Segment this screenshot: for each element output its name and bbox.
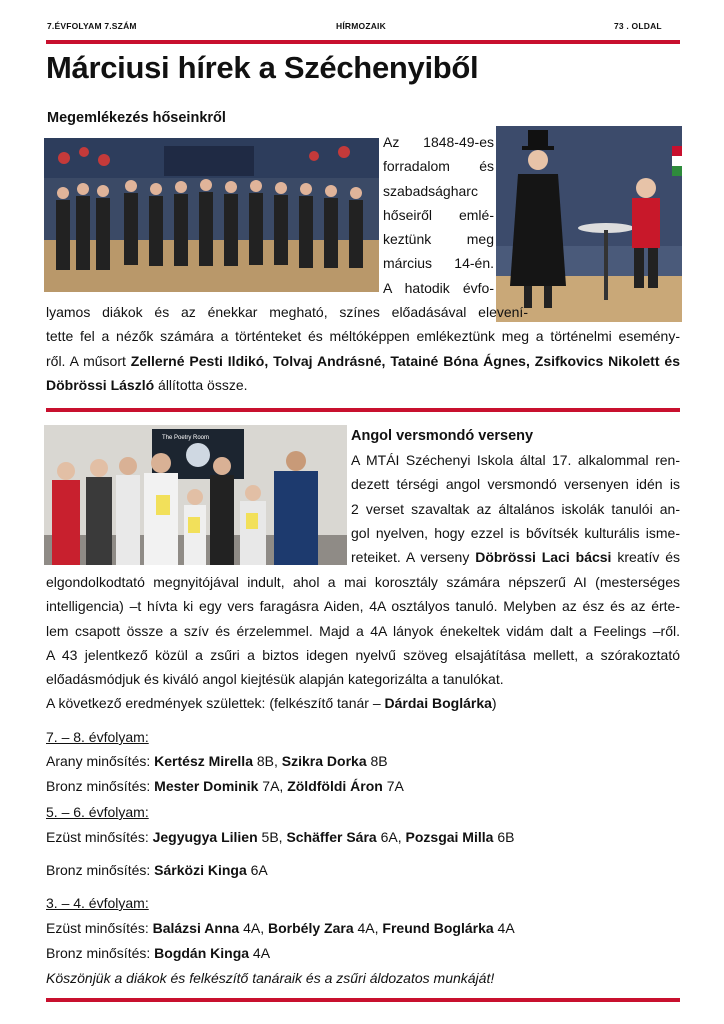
organizers-names: Zellerné Pesti Ildikó, Tolvaj Andrásné, Tatainé Bóna Ágnes, Zsifkovics Nikolett és [130, 352, 680, 369]
text-line: elgondolkodtató megnyitójával indult, ahol a mai korosztály számára népszerű AI (mesterséges [46, 574, 680, 590]
text-line: keztünk meg [383, 231, 494, 248]
photo-choir [44, 138, 379, 292]
text-line: A 43 jelentkező közül a zsűri a biztos idegen nyelvű szöveg elsajátítása mellett, a szórakoztató [46, 646, 680, 663]
result-line: Bronz minősítés: Sárközi Kinga 6A [46, 862, 268, 878]
header-page-number: 73 . OLDAL [614, 21, 662, 31]
text-line: előadásmódjuk és kiváló angol kiejtésük alapján kategorizálta a tanulókat. [46, 671, 504, 688]
text-line: gol nyelven, hogy ezzel is bővítsék kulturális isme- [351, 524, 680, 541]
footer-rule [46, 998, 680, 1002]
text-line: Az 1848-49-es [383, 134, 494, 150]
poster-text: The Poetry Room [162, 435, 210, 441]
host-name: Döbrössi Laci bácsi [475, 549, 612, 566]
result-line: Arany minősítés: Kertész Mirella 8B, Szikra Dorka 8B [46, 753, 388, 769]
text-line: A hatodik évfo- [383, 279, 494, 296]
result-line: Ezüst minősítés: Jegyugya Lilien 5B, Schäffer Sára 6A, Pozsgai Milla 6B [46, 829, 515, 845]
thanks-note: Köszönjük a diákok és felkészítő tanáraik és a zsűri áldozatos munkáját! [46, 970, 495, 986]
text-line: Döbrössi László állította össze. [46, 376, 248, 393]
page-title: Márciusi hírek a Széchenyiből [46, 50, 479, 85]
text-line: tette fel a nézők számára a történteket és méltóképpen emlékeztünk meg a történelmi esemény- [46, 328, 680, 345]
section-rule [46, 408, 680, 412]
text-line: dezett térségi angol versmondó versenyen idén is [351, 476, 680, 493]
text-line: szabadságharc [383, 182, 478, 199]
text-line: forradalom és [383, 158, 494, 175]
text-line: A MTÁI Széchenyi Iskola által 17. alkalommal ren- [351, 452, 680, 468]
header-rule [46, 40, 680, 44]
text-line: lyamos diákok és az énekkar megható, színes előadásával elevení- [46, 304, 528, 320]
section-heading-commemoration: Megemlékezés hőseinkről [47, 110, 226, 126]
poetry-full-text [46, 570, 680, 716]
result-line: Bronz minősítés: Mester Dominik 7A, Zöldföldi Áron 7A [46, 778, 404, 794]
section-heading-poetry: Angol versmondó verseny [351, 428, 534, 444]
teacher-name: Dárdai Boglárka [384, 695, 492, 712]
grade-heading-5-6: 5. – 6. évfolyam: [46, 804, 149, 820]
commemoration-narrow-text [383, 130, 494, 300]
organizer-name: Döbrössi László [46, 376, 155, 393]
text-line: intelligencia) –t hívta ki egy vers faragásra Aiden, 4A osztályos tanuló. Melyben az ész és az érte- [46, 598, 680, 615]
text-line: 2 verset szavaltak az általános iskolák tanulói an- [351, 500, 680, 517]
photo-competition-winners [44, 425, 347, 565]
commemoration-full-text [46, 300, 680, 397]
text-line: hőseiről emlé- [383, 206, 494, 223]
text-line: március 14-én. [383, 255, 494, 272]
poetry-narrow-text [351, 448, 680, 569]
text-line: lem csapott össze a szív és érzelemmel. Majd a 4A lányok énekeltek vidám dalt a Feelings –ről. [46, 622, 680, 639]
result-line: Ezüst minősítés: Balázsi Anna 4A, Borbély Zara 4A, Freund Boglárka 4A [46, 920, 515, 936]
grade-heading-7-8: 7. – 8. évfolyam: [46, 729, 149, 745]
text-line: reteiket. A verseny Döbrössi Laci bácsi kreatív és [351, 549, 680, 566]
header-magazine: HÍRMOZAIK [336, 21, 386, 31]
text-line: ről. A műsort Zellerné Pesti Ildikó, Tolvaj Andrásné, Tatainé Bóna Ágnes, Zsifkovics Nikolett és [46, 352, 680, 369]
text-line: A következő eredmények születtek: (felkészítő tanár – Dárdai Boglárka) [46, 695, 497, 712]
grade-heading-3-4: 3. – 4. évfolyam: [46, 895, 149, 911]
header-issue: 7.ÉVFOLYAM 7.SZÁM [47, 21, 137, 31]
result-line: Bronz minősítés: Bogdán Kinga 4A [46, 945, 271, 961]
photo-play-scene [496, 126, 682, 322]
